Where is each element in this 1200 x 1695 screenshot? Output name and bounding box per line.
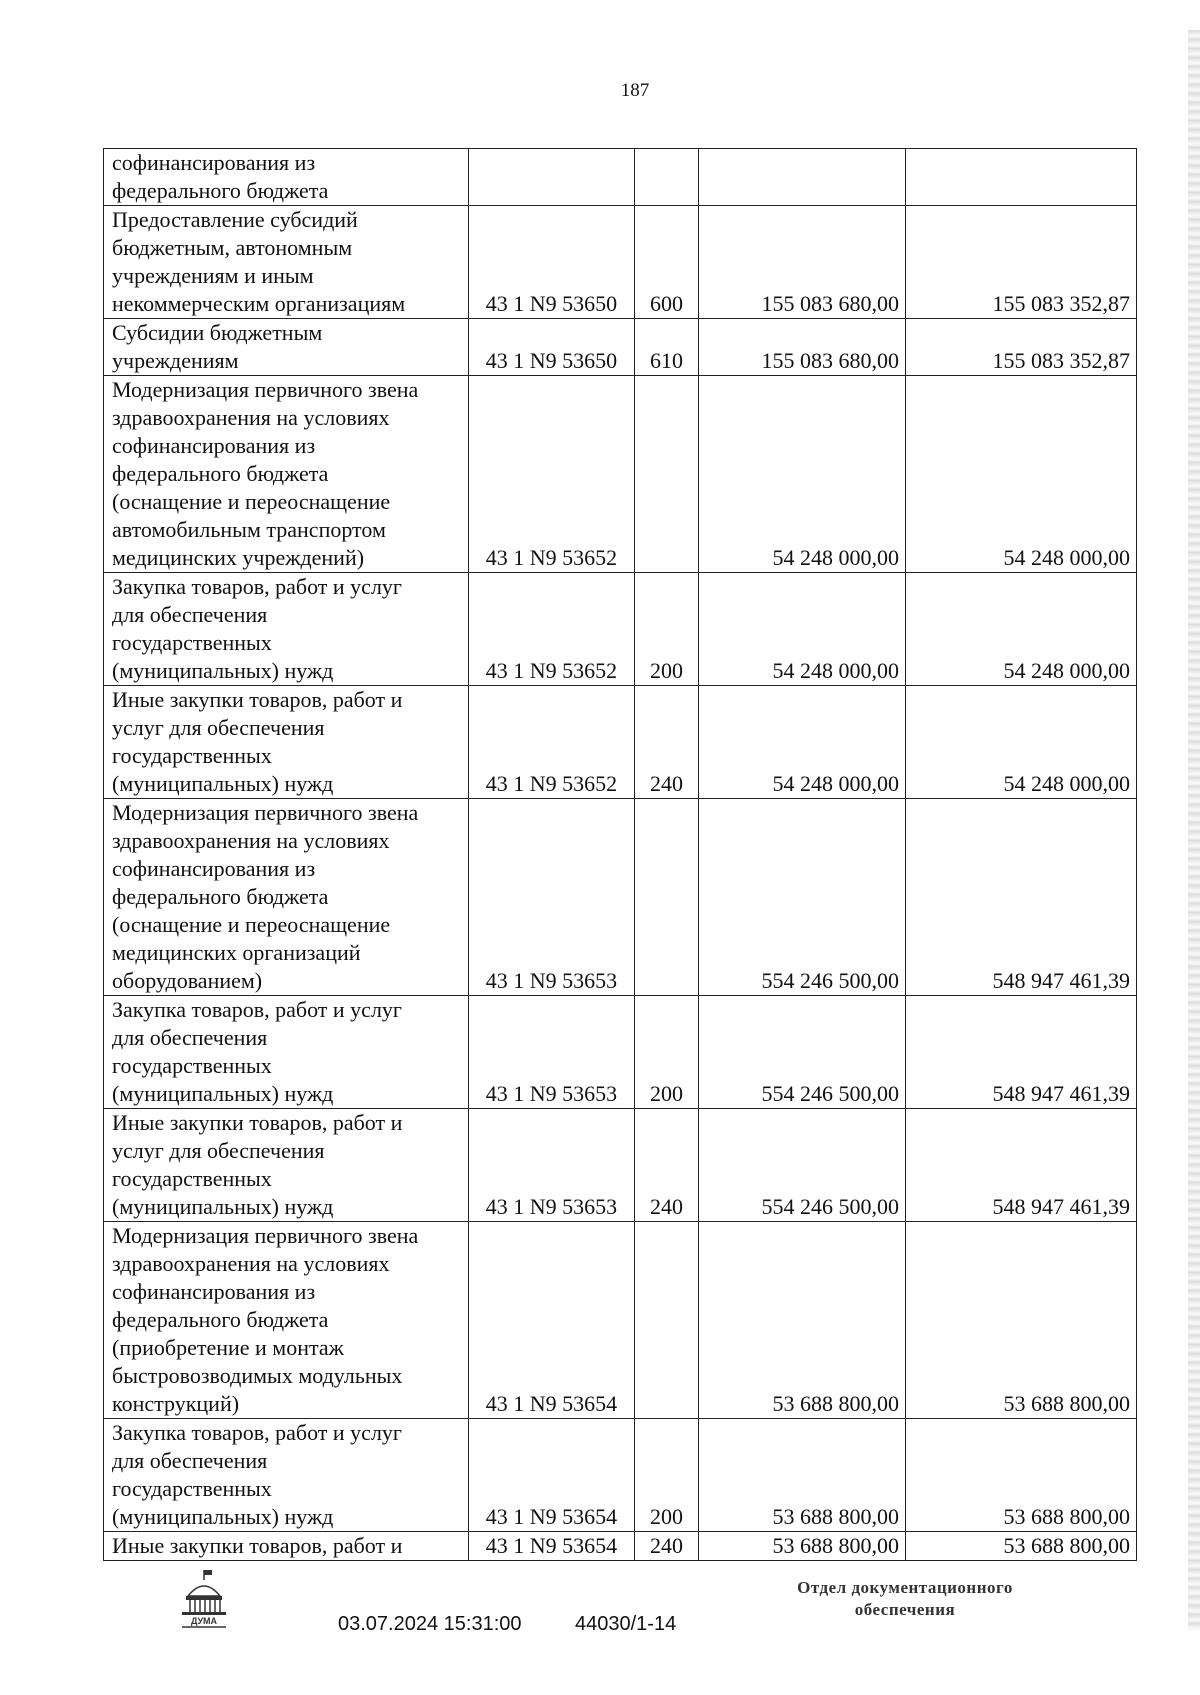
table-row [104,686,1137,799]
row-code-cell [469,206,635,319]
row-amount-2-cell [906,376,1137,573]
row-name-cell [104,149,469,206]
row-amount-2-cell [906,149,1137,206]
row-amount-1-text: 155 083 680,00 [761,348,899,373]
row-type-cell [635,1419,699,1532]
duma-logo-icon [176,1568,232,1628]
row-name-text: Иные закупки товаров, работ и услуг для обеспечения государственных (муниципальных) нужд [112,687,403,796]
row-type-cell [635,149,699,206]
row-code-text: 43 1 N9 53652 [485,658,618,683]
footer-datetime: 03.07.2024 15:31:00 [338,1613,522,1635]
row-name-text: Модернизация первичного звена здравоохранения на условиях софинансирования из федерального бюджета (приобретение и монтаж быстровозводимых модульных конструкций) [112,1223,419,1416]
department-stamp [755,1577,1055,1621]
row-name-cell [104,686,469,799]
row-code-text: 43 1 N9 53653 [485,1194,618,1219]
department-line-1: Отдел документационного [797,1578,1013,1597]
table-row [104,573,1137,686]
scan-edge-artifact [1188,30,1200,1630]
row-amount-1-text: 155 083 680,00 [761,291,899,316]
row-amount-2-cell [906,686,1137,799]
page-number: 187 [620,80,650,101]
row-amount-1-cell [699,319,906,376]
row-name-text: Иные закупки товаров, работ и [112,1533,403,1558]
row-code-cell [469,1109,635,1222]
svg-text:ДУМА: ДУМА [190,1616,218,1626]
row-amount-1-text: 54 248 000,00 [772,545,899,570]
table-row [104,1109,1137,1222]
row-amount-2-text: 155 083 352,87 [992,348,1130,373]
row-name-text: Закупка товаров, работ и услуг для обеспечения государственных (муниципальных) нужд [112,574,402,683]
row-type-cell [635,996,699,1109]
row-name-text: софинансирования из федерального бюджета [112,150,329,203]
row-amount-1-cell [699,1222,906,1419]
row-name-cell [104,1532,469,1561]
row-type-text: 610 [650,348,683,373]
row-code-text: 43 1 N9 53654 [485,1391,618,1416]
row-type-cell [635,573,699,686]
row-name-text: Субсидии бюджетным учреждениям [112,320,323,373]
row-amount-1-cell [699,1419,906,1532]
row-code-cell [469,686,635,799]
row-name-text: Модернизация первичного звена здравоохранения на условиях софинансирования из федерального бюджета (оснащение и переоснащение медицинских организаций оборудованием) [112,800,419,993]
row-type-cell [635,799,699,996]
row-amount-2-cell [906,206,1137,319]
row-code-text: 43 1 N9 53650 [485,348,618,373]
row-code-text: 43 1 N9 53654 [485,1504,618,1529]
row-amount-2-text: 54 248 000,00 [1003,771,1130,796]
row-code-text: 43 1 N9 53653 [485,1081,618,1106]
row-code-cell [469,1532,635,1561]
row-type-cell [635,1532,699,1561]
row-amount-1-text: 554 246 500,00 [761,968,899,993]
row-name-text: Иные закупки товаров, работ и услуг для обеспечения государственных (муниципальных) нужд [112,1110,403,1219]
row-amount-2-text: 155 083 352,87 [992,291,1130,316]
table-row [104,1532,1137,1561]
row-code-cell [469,1419,635,1532]
row-name-cell [104,1419,469,1532]
row-type-text: 200 [650,1081,683,1106]
table-row [104,149,1137,206]
row-amount-1-cell [699,573,906,686]
row-amount-1-cell [699,686,906,799]
row-type-cell [635,686,699,799]
row-type-text: 240 [650,771,683,796]
row-code-cell [469,799,635,996]
row-amount-2-text: 53 688 800,00 [1003,1504,1130,1529]
row-code-text: 43 1 N9 53652 [485,545,618,570]
row-amount-1-text: 554 246 500,00 [761,1081,899,1106]
row-code-cell [469,1222,635,1419]
row-amount-2-cell [906,1532,1137,1561]
table-row [104,376,1137,573]
row-amount-2-cell [906,1419,1137,1532]
row-name-cell [104,376,469,573]
row-name-cell [104,1109,469,1222]
row-amount-1-text: 53 688 800,00 [772,1533,899,1558]
row-code-text: 43 1 N9 53653 [485,968,618,993]
row-code-cell [469,319,635,376]
row-amount-1-cell [699,799,906,996]
row-code-cell [469,149,635,206]
row-type-text: 240 [650,1533,683,1558]
table-row [104,1419,1137,1532]
row-amount-1-cell [699,1532,906,1561]
row-amount-2-text: 53 688 800,00 [1003,1391,1130,1416]
row-type-text: 240 [650,1194,683,1219]
row-amount-2-cell [906,996,1137,1109]
footer-doc-number: 44030/1-14 [575,1613,677,1635]
row-amount-1-text: 53 688 800,00 [772,1391,899,1416]
row-amount-1-cell [699,376,906,573]
row-amount-1-cell [699,206,906,319]
department-line-2: обеспечения [854,1600,956,1619]
table-body [104,149,1137,1561]
row-type-cell [635,319,699,376]
table-row [104,996,1137,1109]
row-amount-2-text: 54 248 000,00 [1003,545,1130,570]
row-name-cell [104,319,469,376]
row-amount-2-cell [906,319,1137,376]
row-amount-2-cell [906,799,1137,996]
row-name-text: Предоставление субсидий бюджетным, автономным учреждениям и иным некоммерческим организациям [112,207,406,316]
row-amount-2-text: 548 947 461,39 [992,1194,1130,1219]
row-name-cell [104,799,469,996]
table-row [104,799,1137,996]
table-row [104,319,1137,376]
budget-table [103,148,1137,1561]
row-type-cell [635,376,699,573]
row-amount-2-cell [906,1109,1137,1222]
row-amount-1-text: 554 246 500,00 [761,1194,899,1219]
row-name-text: Закупка товаров, работ и услуг для обеспечения государственных (муниципальных) нужд [112,1420,402,1529]
table-row [104,206,1137,319]
row-amount-1-text: 54 248 000,00 [772,771,899,796]
row-type-text: 200 [650,1504,683,1529]
row-code-text: 43 1 N9 53654 [485,1533,618,1558]
row-code-cell [469,996,635,1109]
row-name-cell [104,206,469,319]
row-amount-1-cell [699,996,906,1109]
row-code-cell [469,573,635,686]
table-row [104,1222,1137,1419]
row-amount-1-text: 54 248 000,00 [772,658,899,683]
row-amount-2-text: 53 688 800,00 [1003,1533,1130,1558]
row-type-cell [635,1222,699,1419]
row-type-text: 600 [650,291,683,316]
row-amount-2-cell [906,1222,1137,1419]
row-type-text: 200 [650,658,683,683]
row-amount-1-text: 53 688 800,00 [772,1504,899,1529]
row-amount-2-cell [906,573,1137,686]
row-name-cell [104,996,469,1109]
row-code-text: 43 1 N9 53652 [485,771,618,796]
row-type-cell [635,206,699,319]
row-type-cell [635,1109,699,1222]
row-amount-2-text: 54 248 000,00 [1003,658,1130,683]
row-name-cell [104,573,469,686]
row-amount-1-cell [699,149,906,206]
row-code-cell [469,376,635,573]
row-amount-2-text: 548 947 461,39 [992,1081,1130,1106]
row-amount-1-cell [699,1109,906,1222]
row-name-cell [104,1222,469,1419]
row-name-text: Закупка товаров, работ и услуг для обеспечения государственных (муниципальных) нужд [112,997,402,1106]
row-name-text: Модернизация первичного звена здравоохранения на условиях софинансирования из федерального бюджета (оснащение и переоснащение автомобильным транспортом медицинских учреждений) [112,377,419,570]
row-code-text: 43 1 N9 53650 [485,291,618,316]
row-amount-2-text: 548 947 461,39 [992,968,1130,993]
